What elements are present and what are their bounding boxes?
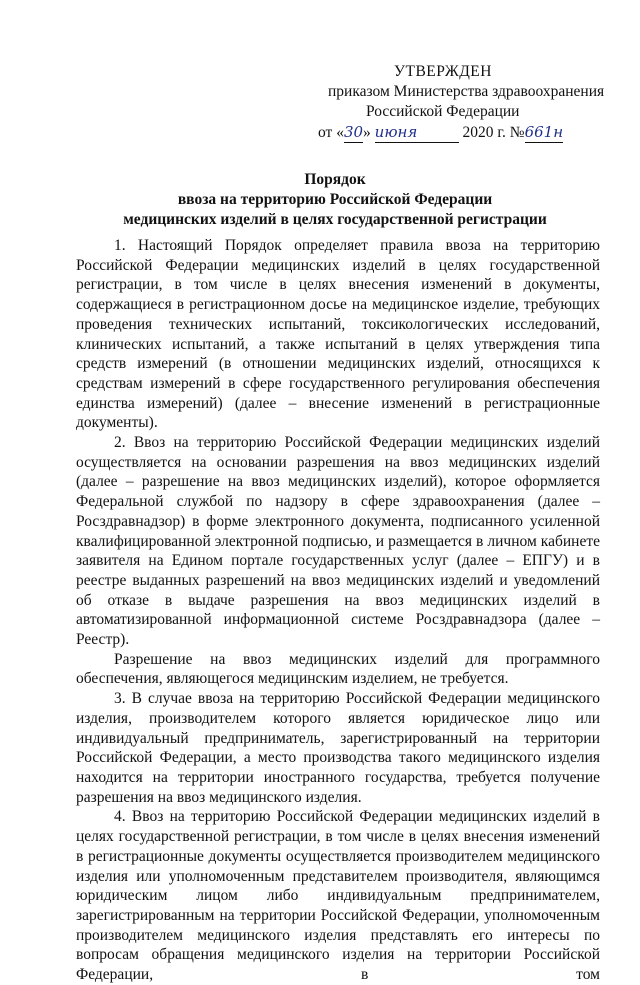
handwritten-number: 661н bbox=[524, 123, 564, 141]
date-year: 2020 г. № bbox=[458, 124, 525, 141]
title-line-1: Порядок bbox=[304, 171, 366, 188]
document-body bbox=[76, 236, 600, 985]
title-line-3: медицинских изделий в целях государственной регистрации bbox=[123, 211, 547, 228]
handwritten-day: 30 bbox=[343, 123, 364, 141]
approval-date-line bbox=[318, 122, 604, 143]
document-title bbox=[0, 170, 640, 230]
date-prefix: от « bbox=[318, 124, 344, 141]
approval-heading: УТВЕРЖДЕН bbox=[394, 63, 492, 80]
approval-order-line: приказом Министерства здравоохранения bbox=[328, 83, 605, 100]
approval-block bbox=[318, 62, 604, 143]
paragraph-3: 3. В случае ввоза на территорию Российской Федерации медицинского изделия, производителем которого является юридическое лицо или индивидуальный предприниматель, зарегистрированный на территории Российской Федерации, а место производства такого медицинского изделия находится на территории иностранного государства, требуется получение разрешения на ввоз медицинского изделия. bbox=[76, 690, 600, 806]
paragraph-2-note: Разрешение на ввоз медицинских изделий для программного обеспечения, являющегося медицинским изделием, не требуется. bbox=[76, 650, 600, 688]
approval-country-line: Российской Федерации bbox=[366, 103, 520, 120]
paragraph-1: 1. Настоящий Порядок определяет правила ввоза на территорию Российской Федерации медицинских изделий в целях государственной регистрации, в том числе в целях внесения изменений в документы, содержащиеся в регистрационном досье на медицинское изделие, требующих проведения технических испытаний, токсикологических исследований, клинических испытаний, а также испытаний в целях утверждения типа средств измерений (в отношении медицинских изделий, относящихся к средствам измерений в сфере государственного регулирования обеспечения единства измерений) (далее – внесение изменений в регистрационные документы). bbox=[76, 237, 600, 432]
handwritten-month: июня bbox=[375, 122, 459, 143]
date-mid: » bbox=[363, 124, 375, 141]
paragraph-2: 2. Ввоз на территорию Российской Федерации медицинских изделий осуществляется на основании разрешения на ввоз медицинских изделий (далее – разрешение на ввоз медицинских изделий), которое оформляется Федеральной службой по надзору в сфере здравоохранения (далее – Росздравнадзор) в форме электронного документа, подписанного усиленной квалифицированной электронной подписью, и размещается в личном кабинете заявителя на Едином портале государственных услуг (далее – ЕПГУ) и в реестре выданных разрешений на ввоз медицинских изделий и уведомлений об отказе в выдаче разрешения на ввоз медицинских изделий в автоматизированной информационной системе Росздравнадзора (далее – Реестр). bbox=[76, 434, 600, 649]
paragraph-4: 4. Ввоз на территорию Российской Федерации медицинских изделий в целях государственной регистрации, в том числе в целях внесения изменений в регистрационные документы осуществляется производителем медицинского изделия или уполномоченным представителем производителя, являющимся юридическим лицом либо индивидуальным предпринимателем, зарегистрированным на территории Российской Федерации, уполномоченным производителем медицинского изделия представлять его интересы по вопросам обращения медицинского изделия на территории Российской Федерации, в том bbox=[76, 808, 600, 984]
title-line-2: ввоза на территорию Российской Федерации bbox=[177, 191, 493, 208]
